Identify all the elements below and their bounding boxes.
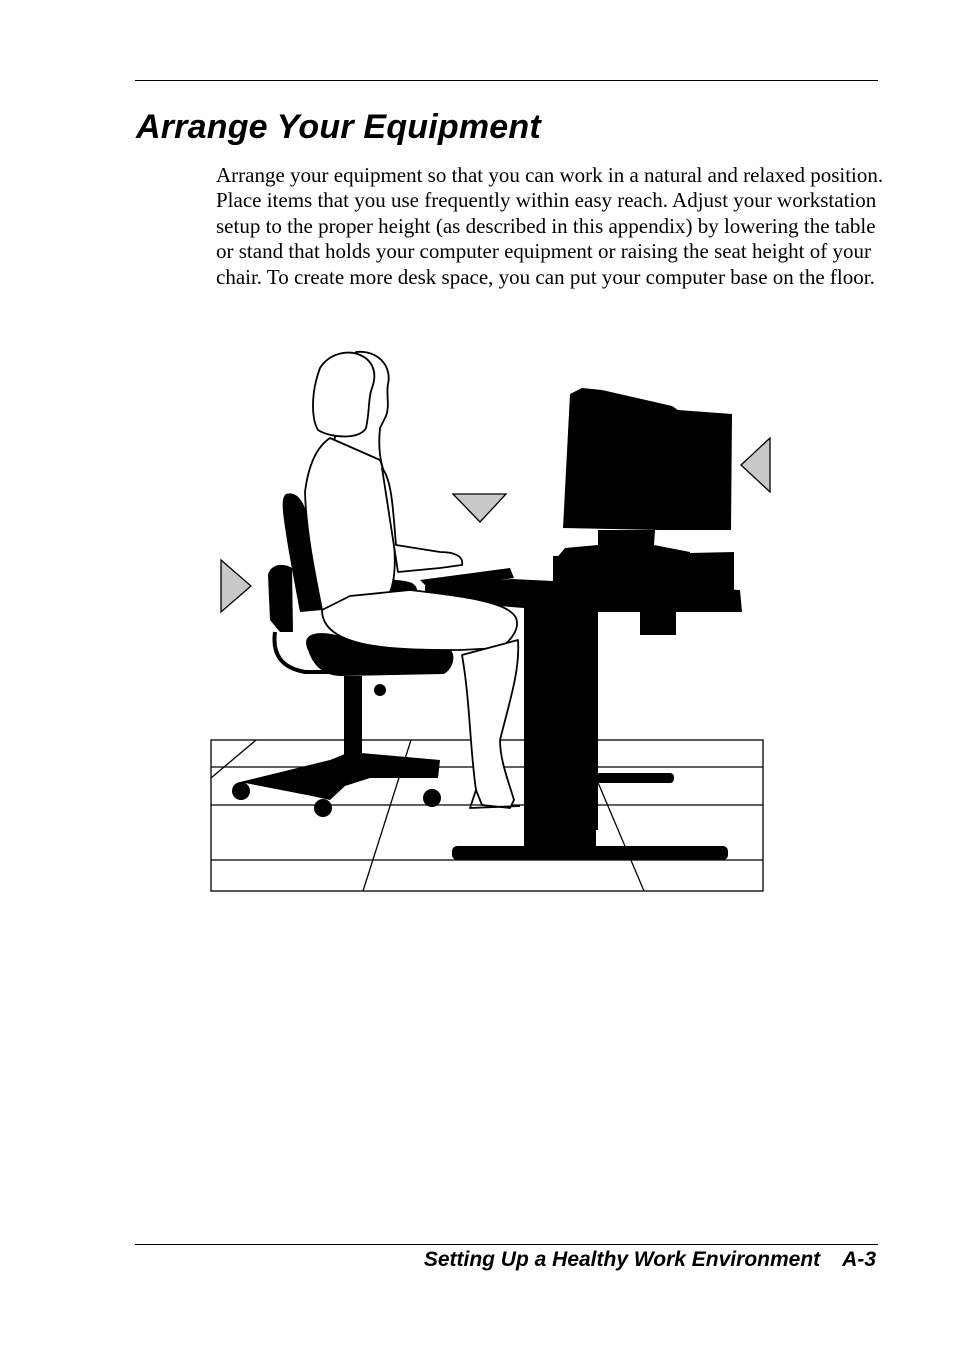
footer-section-title: Setting Up a Healthy Work Environment	[423, 1248, 821, 1271]
body-paragraph: Arrange your equipment so that you can work in a natural and relaxed position. Place items that you use frequently within easy reach. Adjust your workstation setup to the proper height (as described in this appendix) by lowering the table or stand that holds your computer equipment or raising the seat height of your chair. To create more desk space, you can put your computer base on the floor.	[216, 163, 884, 289]
down-pointer	[453, 494, 506, 522]
right-pointer	[741, 438, 770, 492]
workstation-illustration	[200, 340, 780, 900]
left-pointer	[221, 560, 251, 612]
header-rule	[135, 80, 878, 81]
page-title: Arrange Your Equipment	[136, 108, 541, 146]
page-footer	[424, 1247, 876, 1273]
page-number: A-3	[842, 1248, 876, 1271]
monitor	[555, 388, 732, 560]
footer-rule	[135, 1244, 878, 1245]
